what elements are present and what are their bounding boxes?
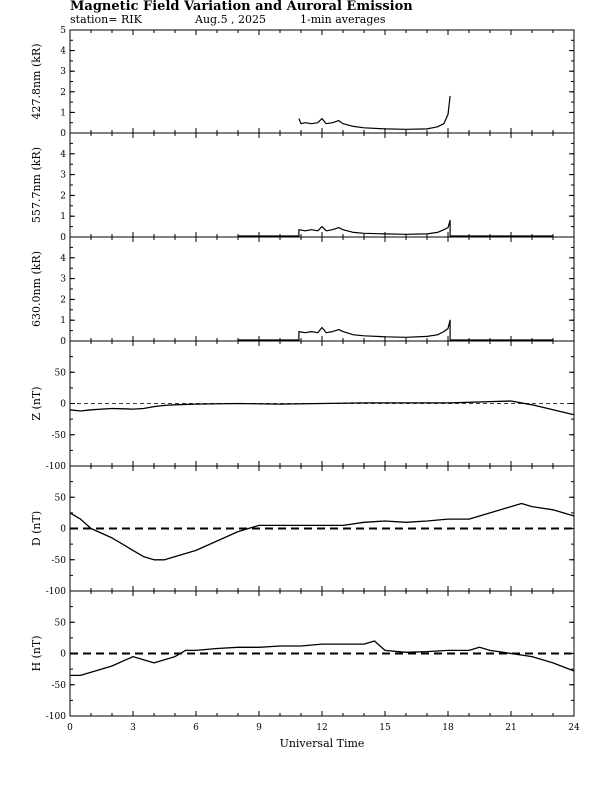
y-axis-label: H (nT) bbox=[30, 635, 43, 672]
x-tick-label: 15 bbox=[379, 723, 391, 733]
y-tick-label: 2 bbox=[60, 295, 66, 306]
panel-p6300 bbox=[30, 237, 574, 347]
series-line-p6300-0 bbox=[238, 320, 553, 340]
x-tick-label: 3 bbox=[130, 723, 136, 733]
x-tick-label: 18 bbox=[442, 723, 454, 733]
y-tick-label: -100 bbox=[45, 712, 66, 722]
panels-group bbox=[30, 26, 574, 722]
y-tick-label: 50 bbox=[54, 493, 66, 504]
y-tick-label: 2 bbox=[60, 87, 66, 98]
panel-frame bbox=[70, 237, 574, 341]
y-tick-label: 4 bbox=[60, 46, 66, 57]
y-tick-label: -50 bbox=[51, 430, 66, 441]
panel-frame bbox=[70, 133, 574, 237]
station-label: station= RIK bbox=[70, 13, 142, 26]
y-tick-label: 5 bbox=[60, 26, 66, 36]
y-tick-label: 50 bbox=[54, 368, 66, 379]
y-axis-label: 557.7nm (kR) bbox=[30, 146, 43, 224]
panel-p5577 bbox=[30, 133, 574, 243]
y-tick-label: 0 bbox=[60, 524, 66, 535]
y-axis-label: 427.8nm (kR) bbox=[30, 43, 43, 120]
series-line-pH-0 bbox=[70, 641, 574, 675]
series-line-p4278-0 bbox=[299, 96, 450, 129]
y-tick-label: 4 bbox=[60, 253, 66, 264]
y-tick-label: 3 bbox=[60, 170, 66, 181]
y-tick-label: 0 bbox=[60, 649, 66, 660]
date-label: Aug.5 , 2025 bbox=[195, 13, 267, 26]
y-tick-label: 0 bbox=[60, 233, 66, 243]
y-tick-label: 50 bbox=[54, 618, 66, 629]
averaging-label: 1-min averages bbox=[300, 13, 386, 26]
panel-pD bbox=[30, 466, 574, 597]
x-tick-label: 24 bbox=[568, 723, 580, 733]
y-tick-label: -100 bbox=[45, 462, 66, 472]
y-tick-label: 2 bbox=[60, 191, 66, 202]
series-line-p5577-0 bbox=[238, 220, 553, 236]
y-tick-label: -100 bbox=[45, 587, 66, 597]
y-axis-label: Z (nT) bbox=[30, 386, 43, 421]
x-tick-label: 21 bbox=[505, 723, 517, 733]
y-tick-label: 0 bbox=[60, 129, 66, 139]
x-axis bbox=[67, 723, 580, 750]
x-tick-label: 12 bbox=[316, 723, 328, 733]
panel-p4278 bbox=[30, 26, 574, 139]
y-tick-label: 0 bbox=[60, 337, 66, 347]
y-tick-label: -50 bbox=[51, 680, 66, 691]
series-line-pD-0 bbox=[70, 504, 574, 560]
chart-title: Magnetic Field Variation and Auroral Emission bbox=[70, 0, 413, 14]
x-tick-label: 9 bbox=[256, 723, 262, 733]
x-tick-label: 6 bbox=[193, 723, 199, 733]
y-tick-label: 1 bbox=[60, 212, 66, 223]
y-tick-label: -50 bbox=[51, 555, 66, 566]
y-tick-label: 4 bbox=[60, 149, 66, 160]
y-tick-label: 3 bbox=[60, 274, 66, 285]
y-axis-label: D (nT) bbox=[30, 510, 43, 547]
y-tick-label: 1 bbox=[60, 108, 66, 119]
y-axis-label: 630.0nm (kR) bbox=[30, 250, 43, 328]
x-axis-label: Universal Time bbox=[279, 737, 365, 750]
panel-pH bbox=[30, 591, 574, 722]
series-line-pZ-0 bbox=[70, 401, 574, 415]
panel-frame bbox=[70, 30, 574, 133]
x-tick-label: 0 bbox=[67, 723, 73, 733]
y-tick-label: 1 bbox=[60, 316, 66, 327]
panel-pZ bbox=[30, 341, 574, 472]
y-tick-label: 3 bbox=[60, 67, 66, 78]
y-tick-label: 0 bbox=[60, 399, 66, 410]
